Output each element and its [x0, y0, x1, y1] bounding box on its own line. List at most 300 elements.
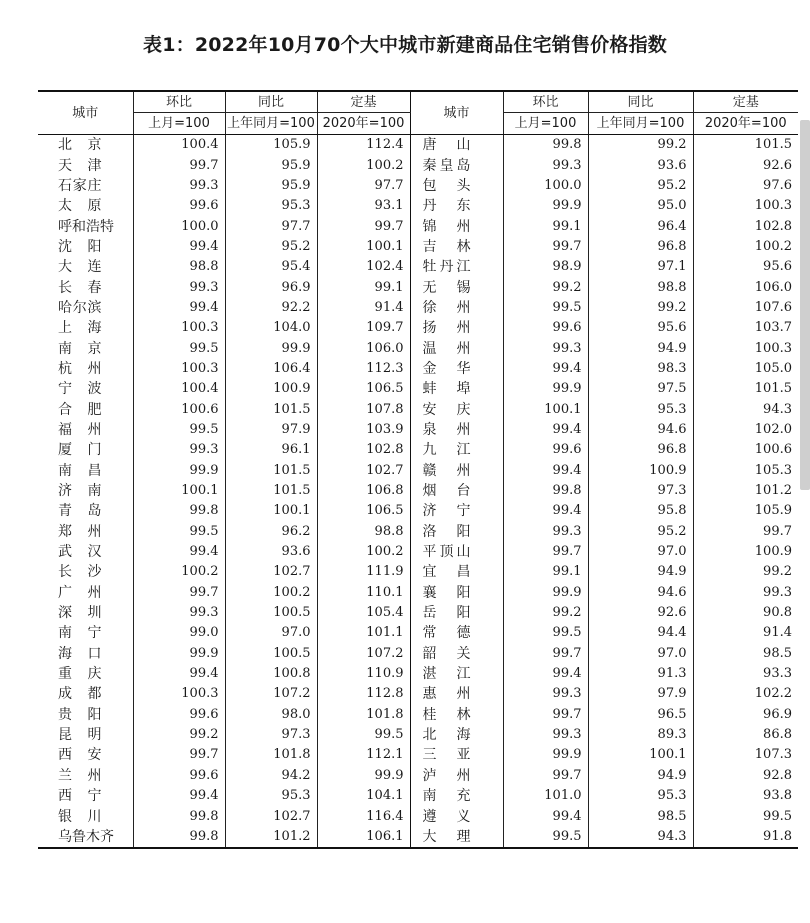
- left-city-cell: 郑 州: [58, 523, 102, 540]
- left-mom-cell: 98.8: [133, 257, 225, 277]
- left-yoy-cell: 97.0: [225, 623, 317, 643]
- right-mom-cell: 99.6: [503, 440, 588, 460]
- left-city-cell: 北 京: [58, 137, 102, 154]
- table-row: [38, 338, 798, 358]
- table-row: [38, 359, 798, 379]
- left-yoy-cell: 101.8: [225, 745, 317, 765]
- right-fixed-cell: 105.9: [693, 501, 798, 521]
- table-row: [38, 603, 798, 623]
- right-fixed-cell: 102.2: [693, 684, 798, 704]
- right-mom-cell: 101.0: [503, 786, 588, 806]
- left-city-cell: 贵 阳: [58, 706, 102, 723]
- right-fixed-cell: 105.0: [693, 359, 798, 379]
- right-yoy-cell: 92.6: [588, 603, 693, 623]
- left-mom-cell: 99.9: [133, 644, 225, 664]
- left-mom-cell: 100.3: [133, 684, 225, 704]
- right-city-cell: 九 江: [410, 440, 503, 460]
- left-fixed-cell: 106.0: [317, 338, 410, 358]
- right-yoy-cell: 96.4: [588, 216, 693, 236]
- table-row: [38, 623, 798, 643]
- right-mom-cell: 99.9: [503, 196, 588, 216]
- left-mom-cell: 99.8: [133, 827, 225, 848]
- header-fixed-base-right: 2020年=100: [693, 113, 798, 135]
- right-city-cell: 三 亚: [410, 745, 503, 765]
- right-yoy-cell: 94.9: [588, 766, 693, 786]
- left-fixed-cell: 107.8: [317, 399, 410, 419]
- left-yoy-cell: 95.4: [225, 257, 317, 277]
- right-mom-cell: 99.7: [503, 644, 588, 664]
- right-fixed-cell: 93.3: [693, 664, 798, 684]
- left-mom-cell: 100.4: [133, 379, 225, 399]
- right-city-cell: 吉 林: [410, 237, 503, 257]
- left-city-cell: 太 原: [58, 198, 102, 215]
- left-fixed-cell: 99.7: [317, 216, 410, 236]
- table-row: [38, 155, 798, 175]
- left-fixed-cell: 100.2: [317, 155, 410, 175]
- right-fixed-cell: 93.8: [693, 786, 798, 806]
- left-mom-cell: 99.4: [133, 786, 225, 806]
- left-city-cell: 昆 明: [58, 727, 102, 744]
- left-city-cell: 沈 阳: [58, 238, 102, 255]
- table-row: [38, 135, 798, 156]
- table-row: [38, 583, 798, 603]
- left-yoy-cell: 98.0: [225, 705, 317, 725]
- table-row: [38, 216, 798, 236]
- right-fixed-cell: 90.8: [693, 603, 798, 623]
- header-fixed-right: 定基: [693, 91, 798, 113]
- left-yoy-cell: 100.1: [225, 501, 317, 521]
- table-row: [38, 827, 798, 848]
- right-city-cell: 丹 东: [410, 196, 503, 216]
- left-fixed-cell: 106.8: [317, 481, 410, 501]
- left-yoy-cell: 100.2: [225, 583, 317, 603]
- right-fixed-cell: 106.0: [693, 277, 798, 297]
- header-city-right: 城市: [410, 91, 503, 135]
- right-mom-cell: 99.3: [503, 338, 588, 358]
- left-yoy-cell: 99.9: [225, 338, 317, 358]
- right-yoy-cell: 96.8: [588, 440, 693, 460]
- right-mom-cell: 99.4: [503, 664, 588, 684]
- right-yoy-cell: 99.2: [588, 135, 693, 156]
- right-fixed-cell: 101.5: [693, 379, 798, 399]
- header-mom-right: 环比: [503, 91, 588, 113]
- right-mom-cell: 99.8: [503, 481, 588, 501]
- right-mom-cell: 99.8: [503, 135, 588, 156]
- left-yoy-cell: 92.2: [225, 298, 317, 318]
- left-yoy-cell: 101.5: [225, 399, 317, 419]
- right-mom-cell: 99.9: [503, 745, 588, 765]
- left-fixed-cell: 111.9: [317, 562, 410, 582]
- right-yoy-cell: 95.0: [588, 196, 693, 216]
- right-mom-cell: 99.3: [503, 522, 588, 542]
- right-yoy-cell: 97.9: [588, 684, 693, 704]
- right-fixed-cell: 92.6: [693, 155, 798, 175]
- right-city-cell: 泉 州: [410, 420, 503, 440]
- right-fixed-cell: 100.3: [693, 338, 798, 358]
- right-city-cell: 襄 阳: [410, 583, 503, 603]
- right-fixed-cell: 97.6: [693, 176, 798, 196]
- right-mom-cell: 98.9: [503, 257, 588, 277]
- right-fixed-cell: 102.8: [693, 216, 798, 236]
- right-yoy-cell: 97.0: [588, 542, 693, 562]
- right-fixed-cell: 103.7: [693, 318, 798, 338]
- left-fixed-cell: 106.5: [317, 379, 410, 399]
- left-fixed-cell: 110.1: [317, 583, 410, 603]
- table-row: [38, 786, 798, 806]
- left-mom-cell: 99.7: [133, 155, 225, 175]
- right-city-cell: 无 锡: [410, 277, 503, 297]
- left-mom-cell: 100.0: [133, 216, 225, 236]
- right-city-cell: 遵 义: [410, 806, 503, 826]
- table-row: [38, 644, 798, 664]
- right-yoy-cell: 95.3: [588, 399, 693, 419]
- header-city-left: 城市: [38, 91, 133, 135]
- right-yoy-cell: 91.3: [588, 664, 693, 684]
- left-city-cell: 银 川: [58, 808, 102, 825]
- right-city-cell: 金 华: [410, 359, 503, 379]
- left-mom-cell: 99.8: [133, 806, 225, 826]
- table-row: [38, 684, 798, 704]
- header-yoy-right: 同比: [588, 91, 693, 113]
- left-fixed-cell: 105.4: [317, 603, 410, 623]
- right-yoy-cell: 95.8: [588, 501, 693, 521]
- left-mom-cell: 99.6: [133, 196, 225, 216]
- left-fixed-cell: 106.1: [317, 827, 410, 848]
- right-fixed-cell: 99.3: [693, 583, 798, 603]
- right-fixed-cell: 99.7: [693, 522, 798, 542]
- header-fixed-base-left: 2020年=100: [317, 113, 410, 135]
- right-mom-cell: 99.1: [503, 562, 588, 582]
- right-fixed-cell: 95.6: [693, 257, 798, 277]
- right-city-cell: 惠 州: [410, 684, 503, 704]
- right-mom-cell: 99.2: [503, 603, 588, 623]
- left-mom-cell: 100.3: [133, 318, 225, 338]
- left-fixed-cell: 101.8: [317, 705, 410, 725]
- left-city-cell: 宁 波: [58, 381, 102, 398]
- right-city-cell: 济 宁: [410, 501, 503, 521]
- right-yoy-cell: 94.6: [588, 583, 693, 603]
- left-city-cell: 杭 州: [58, 360, 102, 377]
- right-mom-cell: 100.0: [503, 176, 588, 196]
- page-title: 表1：2022年10月70个大中城市新建商品住宅销售价格指数: [143, 34, 667, 56]
- left-yoy-cell: 101.5: [225, 461, 317, 481]
- right-fixed-cell: 99.5: [693, 806, 798, 826]
- right-city-cell: 赣 州: [410, 461, 503, 481]
- right-city-cell: 泸 州: [410, 766, 503, 786]
- right-fixed-cell: 98.5: [693, 644, 798, 664]
- right-yoy-cell: 94.3: [588, 827, 693, 848]
- left-mom-cell: 99.8: [133, 501, 225, 521]
- right-fixed-cell: 86.8: [693, 725, 798, 745]
- right-yoy-cell: 98.3: [588, 359, 693, 379]
- table-row: [38, 705, 798, 725]
- scrollbar-thumb[interactable]: [800, 120, 810, 490]
- left-city-cell: 西 安: [58, 747, 102, 764]
- left-yoy-cell: 105.9: [225, 135, 317, 156]
- right-city-cell: 牡丹江: [410, 257, 503, 277]
- right-yoy-cell: 99.2: [588, 298, 693, 318]
- left-city-cell: 青 岛: [58, 503, 102, 520]
- left-yoy-cell: 97.9: [225, 420, 317, 440]
- right-yoy-cell: 98.8: [588, 277, 693, 297]
- right-fixed-cell: 100.6: [693, 440, 798, 460]
- right-yoy-cell: 98.5: [588, 806, 693, 826]
- table-row: [38, 318, 798, 338]
- table-row: [38, 237, 798, 257]
- right-fixed-cell: 100.3: [693, 196, 798, 216]
- table-row: [38, 562, 798, 582]
- right-fixed-cell: 91.8: [693, 827, 798, 848]
- right-mom-cell: 99.3: [503, 725, 588, 745]
- table-row: [38, 481, 798, 501]
- right-mom-cell: 99.7: [503, 705, 588, 725]
- right-city-cell: 宜 昌: [410, 562, 503, 582]
- right-yoy-cell: 97.1: [588, 257, 693, 277]
- table-row: [38, 461, 798, 481]
- left-fixed-cell: 106.5: [317, 501, 410, 521]
- left-mom-cell: 99.4: [133, 542, 225, 562]
- right-yoy-cell: 96.8: [588, 237, 693, 257]
- left-city-cell: 厦 门: [58, 442, 102, 459]
- right-fixed-cell: 91.4: [693, 623, 798, 643]
- left-city-cell: 石家庄: [58, 177, 102, 194]
- table-row: [38, 277, 798, 297]
- right-mom-cell: 99.2: [503, 277, 588, 297]
- left-yoy-cell: 96.2: [225, 522, 317, 542]
- left-city-cell: 西 宁: [58, 788, 102, 805]
- left-city-cell: 大 连: [58, 259, 102, 276]
- right-mom-cell: 99.4: [503, 420, 588, 440]
- right-city-cell: 扬 州: [410, 318, 503, 338]
- right-yoy-cell: 97.0: [588, 644, 693, 664]
- left-yoy-cell: 97.7: [225, 216, 317, 236]
- right-mom-cell: 99.4: [503, 359, 588, 379]
- right-city-cell: 大 理: [410, 827, 503, 848]
- table-row: [38, 399, 798, 419]
- right-city-cell: 常 德: [410, 623, 503, 643]
- left-yoy-cell: 95.3: [225, 196, 317, 216]
- right-yoy-cell: 96.5: [588, 705, 693, 725]
- table-row: [38, 440, 798, 460]
- left-mom-cell: 99.3: [133, 176, 225, 196]
- right-yoy-cell: 94.4: [588, 623, 693, 643]
- right-mom-cell: 99.1: [503, 216, 588, 236]
- right-mom-cell: 99.7: [503, 237, 588, 257]
- left-yoy-cell: 95.3: [225, 786, 317, 806]
- right-mom-cell: 99.4: [503, 501, 588, 521]
- left-yoy-cell: 100.9: [225, 379, 317, 399]
- table-row: [38, 725, 798, 745]
- left-mom-cell: 99.3: [133, 277, 225, 297]
- left-fixed-cell: 102.4: [317, 257, 410, 277]
- table-row: [38, 196, 798, 216]
- right-mom-cell: 99.3: [503, 155, 588, 175]
- right-city-cell: 湛 江: [410, 664, 503, 684]
- right-fixed-cell: 94.3: [693, 399, 798, 419]
- left-fixed-cell: 100.2: [317, 542, 410, 562]
- right-city-cell: 桂 林: [410, 705, 503, 725]
- left-yoy-cell: 100.8: [225, 664, 317, 684]
- left-city-cell: 济 南: [58, 483, 102, 500]
- right-city-cell: 南 充: [410, 786, 503, 806]
- header-yoy-base-right: 上年同月=100: [588, 113, 693, 135]
- right-city-cell: 洛 阳: [410, 522, 503, 542]
- right-fixed-cell: 105.3: [693, 461, 798, 481]
- left-mom-cell: 99.3: [133, 440, 225, 460]
- left-yoy-cell: 95.9: [225, 155, 317, 175]
- right-yoy-cell: 100.9: [588, 461, 693, 481]
- header-mom-base-left: 上月=100: [133, 113, 225, 135]
- right-mom-cell: 99.5: [503, 298, 588, 318]
- right-yoy-cell: 95.6: [588, 318, 693, 338]
- left-city-cell: 哈尔滨: [58, 299, 102, 316]
- left-mom-cell: 99.4: [133, 298, 225, 318]
- left-yoy-cell: 95.2: [225, 237, 317, 257]
- left-city-cell: 广 州: [58, 584, 102, 601]
- right-city-cell: 安 庆: [410, 399, 503, 419]
- left-yoy-cell: 95.9: [225, 176, 317, 196]
- right-mom-cell: 99.5: [503, 827, 588, 848]
- table-row: [38, 766, 798, 786]
- left-yoy-cell: 96.1: [225, 440, 317, 460]
- left-city-cell: 呼和浩特: [58, 218, 114, 235]
- left-fixed-cell: 116.4: [317, 806, 410, 826]
- left-yoy-cell: 104.0: [225, 318, 317, 338]
- left-yoy-cell: 102.7: [225, 562, 317, 582]
- left-city-cell: 南 昌: [58, 462, 102, 479]
- left-mom-cell: 99.5: [133, 338, 225, 358]
- right-mom-cell: 99.9: [503, 583, 588, 603]
- right-fixed-cell: 101.2: [693, 481, 798, 501]
- left-city-cell: 福 州: [58, 421, 102, 438]
- left-fixed-cell: 112.3: [317, 359, 410, 379]
- header-yoy-left: 同比: [225, 91, 317, 113]
- right-yoy-cell: 95.3: [588, 786, 693, 806]
- right-fixed-cell: 107.6: [693, 298, 798, 318]
- table-row: [38, 542, 798, 562]
- left-city-cell: 南 宁: [58, 625, 102, 642]
- price-index-table: [38, 90, 798, 849]
- right-city-cell: 平顶山: [410, 542, 503, 562]
- left-mom-cell: 99.5: [133, 420, 225, 440]
- left-city-cell: 南 京: [58, 340, 102, 357]
- right-city-cell: 包 头: [410, 176, 503, 196]
- right-mom-cell: 99.4: [503, 461, 588, 481]
- left-mom-cell: 99.9: [133, 461, 225, 481]
- left-yoy-cell: 97.3: [225, 725, 317, 745]
- left-fixed-cell: 101.1: [317, 623, 410, 643]
- left-mom-cell: 99.4: [133, 664, 225, 684]
- header-yoy-base-left: 上年同月=100: [225, 113, 317, 135]
- right-mom-cell: 99.7: [503, 542, 588, 562]
- left-mom-cell: 99.7: [133, 583, 225, 603]
- left-yoy-cell: 101.5: [225, 481, 317, 501]
- left-mom-cell: 100.4: [133, 135, 225, 156]
- right-city-cell: 韶 关: [410, 644, 503, 664]
- left-fixed-cell: 109.7: [317, 318, 410, 338]
- right-mom-cell: 99.4: [503, 806, 588, 826]
- table-row: [38, 501, 798, 521]
- right-fixed-cell: 99.2: [693, 562, 798, 582]
- table-row: [38, 806, 798, 826]
- left-yoy-cell: 107.2: [225, 684, 317, 704]
- right-city-cell: 唐 山: [410, 135, 503, 156]
- left-city-cell: 成 都: [58, 686, 102, 703]
- right-fixed-cell: 100.2: [693, 237, 798, 257]
- header-fixed-left: 定基: [317, 91, 410, 113]
- left-city-cell: 海 口: [58, 645, 102, 662]
- left-city-cell: 兰 州: [58, 767, 102, 784]
- right-yoy-cell: 94.9: [588, 562, 693, 582]
- left-mom-cell: 99.3: [133, 603, 225, 623]
- right-fixed-cell: 92.8: [693, 766, 798, 786]
- left-fixed-cell: 112.4: [317, 135, 410, 156]
- left-mom-cell: 99.5: [133, 522, 225, 542]
- table-row: [38, 664, 798, 684]
- left-city-cell: 武 汉: [58, 544, 102, 561]
- right-yoy-cell: 100.1: [588, 745, 693, 765]
- left-yoy-cell: 100.5: [225, 603, 317, 623]
- left-mom-cell: 100.6: [133, 399, 225, 419]
- left-city-cell: 长 沙: [58, 564, 102, 581]
- right-yoy-cell: 89.3: [588, 725, 693, 745]
- right-yoy-cell: 94.9: [588, 338, 693, 358]
- header-mom-left: 环比: [133, 91, 225, 113]
- table-row: [38, 257, 798, 277]
- left-city-cell: 天 津: [58, 157, 102, 174]
- table-row: [38, 298, 798, 318]
- right-yoy-cell: 95.2: [588, 176, 693, 196]
- left-yoy-cell: 96.9: [225, 277, 317, 297]
- left-fixed-cell: 112.1: [317, 745, 410, 765]
- left-city-cell: 长 春: [58, 279, 102, 296]
- left-fixed-cell: 110.9: [317, 664, 410, 684]
- left-fixed-cell: 102.7: [317, 461, 410, 481]
- left-fixed-cell: 97.7: [317, 176, 410, 196]
- right-yoy-cell: 95.2: [588, 522, 693, 542]
- right-city-cell: 蚌 埠: [410, 379, 503, 399]
- right-mom-cell: 99.3: [503, 684, 588, 704]
- right-fixed-cell: 102.0: [693, 420, 798, 440]
- right-city-cell: 锦 州: [410, 216, 503, 236]
- left-fixed-cell: 102.8: [317, 440, 410, 460]
- right-city-cell: 烟 台: [410, 481, 503, 501]
- header-row-1: [38, 91, 798, 113]
- table-row: [38, 522, 798, 542]
- right-yoy-cell: 97.3: [588, 481, 693, 501]
- left-mom-cell: 100.3: [133, 359, 225, 379]
- right-yoy-cell: 97.5: [588, 379, 693, 399]
- left-fixed-cell: 98.8: [317, 522, 410, 542]
- table-row: [38, 176, 798, 196]
- right-mom-cell: 99.5: [503, 623, 588, 643]
- left-city-cell: 重 庆: [58, 666, 102, 683]
- left-fixed-cell: 112.8: [317, 684, 410, 704]
- left-fixed-cell: 91.4: [317, 298, 410, 318]
- right-city-cell: 徐 州: [410, 298, 503, 318]
- left-city-cell: 深 圳: [58, 605, 102, 622]
- left-fixed-cell: 99.1: [317, 277, 410, 297]
- left-city-cell: 乌鲁木齐: [38, 827, 133, 848]
- left-city-cell: 合 肥: [58, 401, 102, 418]
- left-fixed-cell: 93.1: [317, 196, 410, 216]
- right-mom-cell: 99.9: [503, 379, 588, 399]
- left-mom-cell: 99.7: [133, 745, 225, 765]
- left-fixed-cell: 99.5: [317, 725, 410, 745]
- left-city-cell: 上 海: [58, 320, 102, 337]
- right-fixed-cell: 96.9: [693, 705, 798, 725]
- left-mom-cell: 99.2: [133, 725, 225, 745]
